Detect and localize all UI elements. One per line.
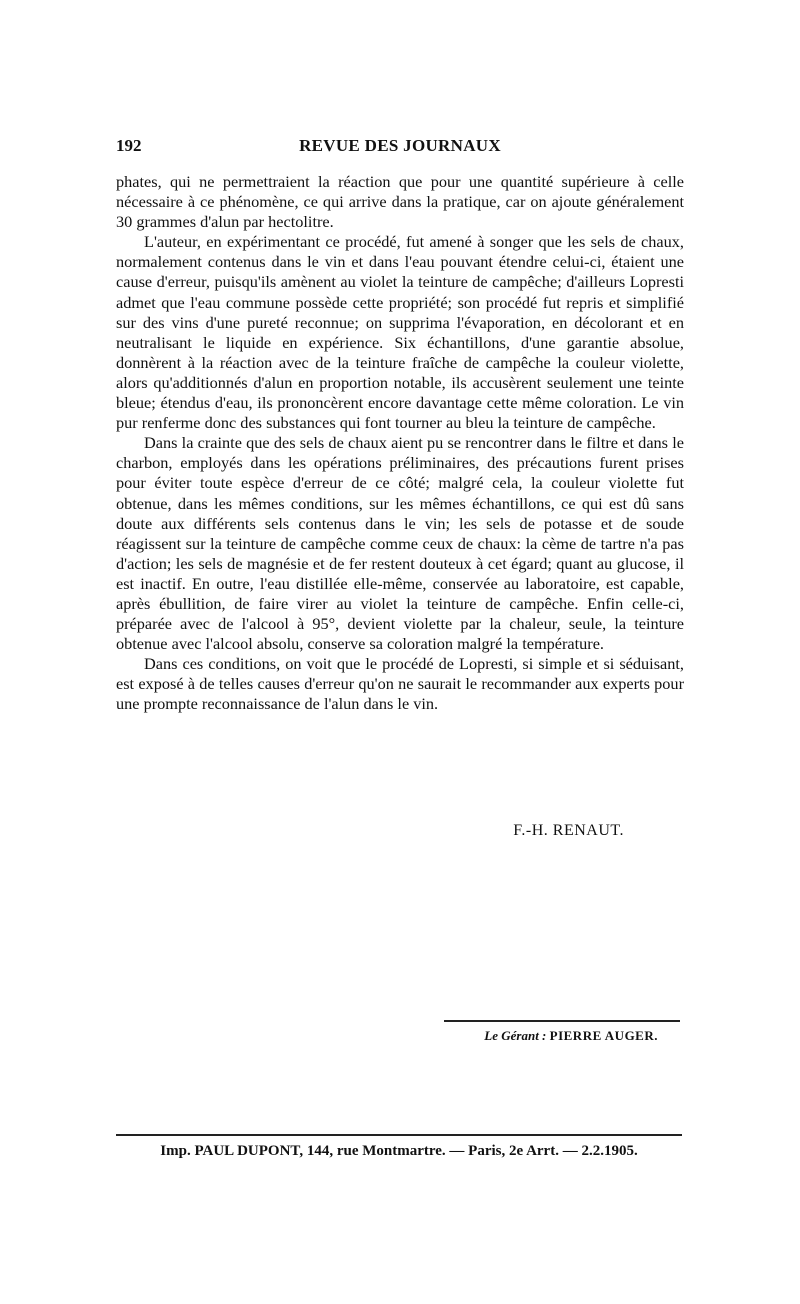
page-header [116, 136, 684, 158]
running-head: REVUE DES JOURNAUX [299, 136, 501, 155]
printer-imprint: Imp. PAUL DUPONT, 144, rue Montmartre. — Paris, 2e Arrt. — 2.2.1905. [160, 1143, 638, 1159]
imprint-divider [116, 1134, 682, 1136]
gerant-line [444, 1028, 658, 1044]
paragraph-3: Dans la crainte que des sels de chaux aient pu se rencontrer dans le filtre et dans le charbon, employés dans les opérations préliminaires, des précautions furent prises pour éviter toute espèce d'erreur de ce côté; malgré cela, la couleur violette fut obtenue, dans les mêmes conditions, sur les mêmes échantillons, ce qui est dû sans doute aux différents sels contenus dans le vin; les sels de potasse et de soude réagissent sur la teinture de campêche comme ceux de chaux: la cème de tartre n'a pas d'action; les sels de magnésie et de fer restent douteux à cet égard; quant au glucose, il est inactif. En outre, l'eau distillée elle-même, conservée au laboratoire, est capable, après ébullition, de faire virer au violet la teinture de campêche. Enfin celle-ci, préparée avec de l'alcool à 95°, devient violette par la chaleur, seule, la teinture obtenue avec l'alcool absolu, conserve sa coloration malgré la température. [116, 433, 684, 654]
page-number: 192 [116, 136, 142, 155]
gerant-divider [444, 1020, 680, 1022]
author-signature: F.-H. RENAUT. [513, 822, 624, 839]
paragraph-1: phates, qui ne permettraient la réaction que pour une quantité supérieure à celle nécessaire à ce phénomène, ce qui arrive dans la pratique, car on ajoute généralement 30 grammes d'alun par hectolitre. [116, 172, 684, 232]
article-body [116, 172, 684, 715]
paragraph-2: L'auteur, en expérimentant ce procédé, fut amené à songer que les sels de chaux, normalement contenus dans le vin et dans l'eau pouvant étendre celui-ci, étaient une cause d'erreur, puisqu'ils amènent au violet la teinture de campêche; d'ailleurs Lopresti admet que l'eau commune possède cette propriété; son procédé fut repris et simplifié sur des vins d'une pureté reconnue; on supprima l'évaporation, en décolorant et en neutralisant le liquide en expérience. Six échantillons, d'une garantie absolue, donnèrent à la réaction avec de la teinture fraîche de campêche la couleur violette, alors qu'additionnés d'alun en proportion notable, ils accusèrent seulement une teinte bleue; étendus d'eau, ils prononcèrent encore davantage cette même coloration. Le vin pur renferme donc des substances qui font tourner au bleu la teinture de campêche. [116, 232, 684, 433]
paragraph-4: Dans ces conditions, on voit que le procédé de Lopresti, si simple et si séduisant, est exposé à de telles causes d'erreur qu'on ne saurait le recommander aux experts pour une prompte reconnaissance de l'alun dans le vin. [116, 654, 684, 714]
gerant-name: PIERRE AUGER. [549, 1028, 658, 1043]
gerant-label: Le Gérant : [484, 1028, 547, 1043]
